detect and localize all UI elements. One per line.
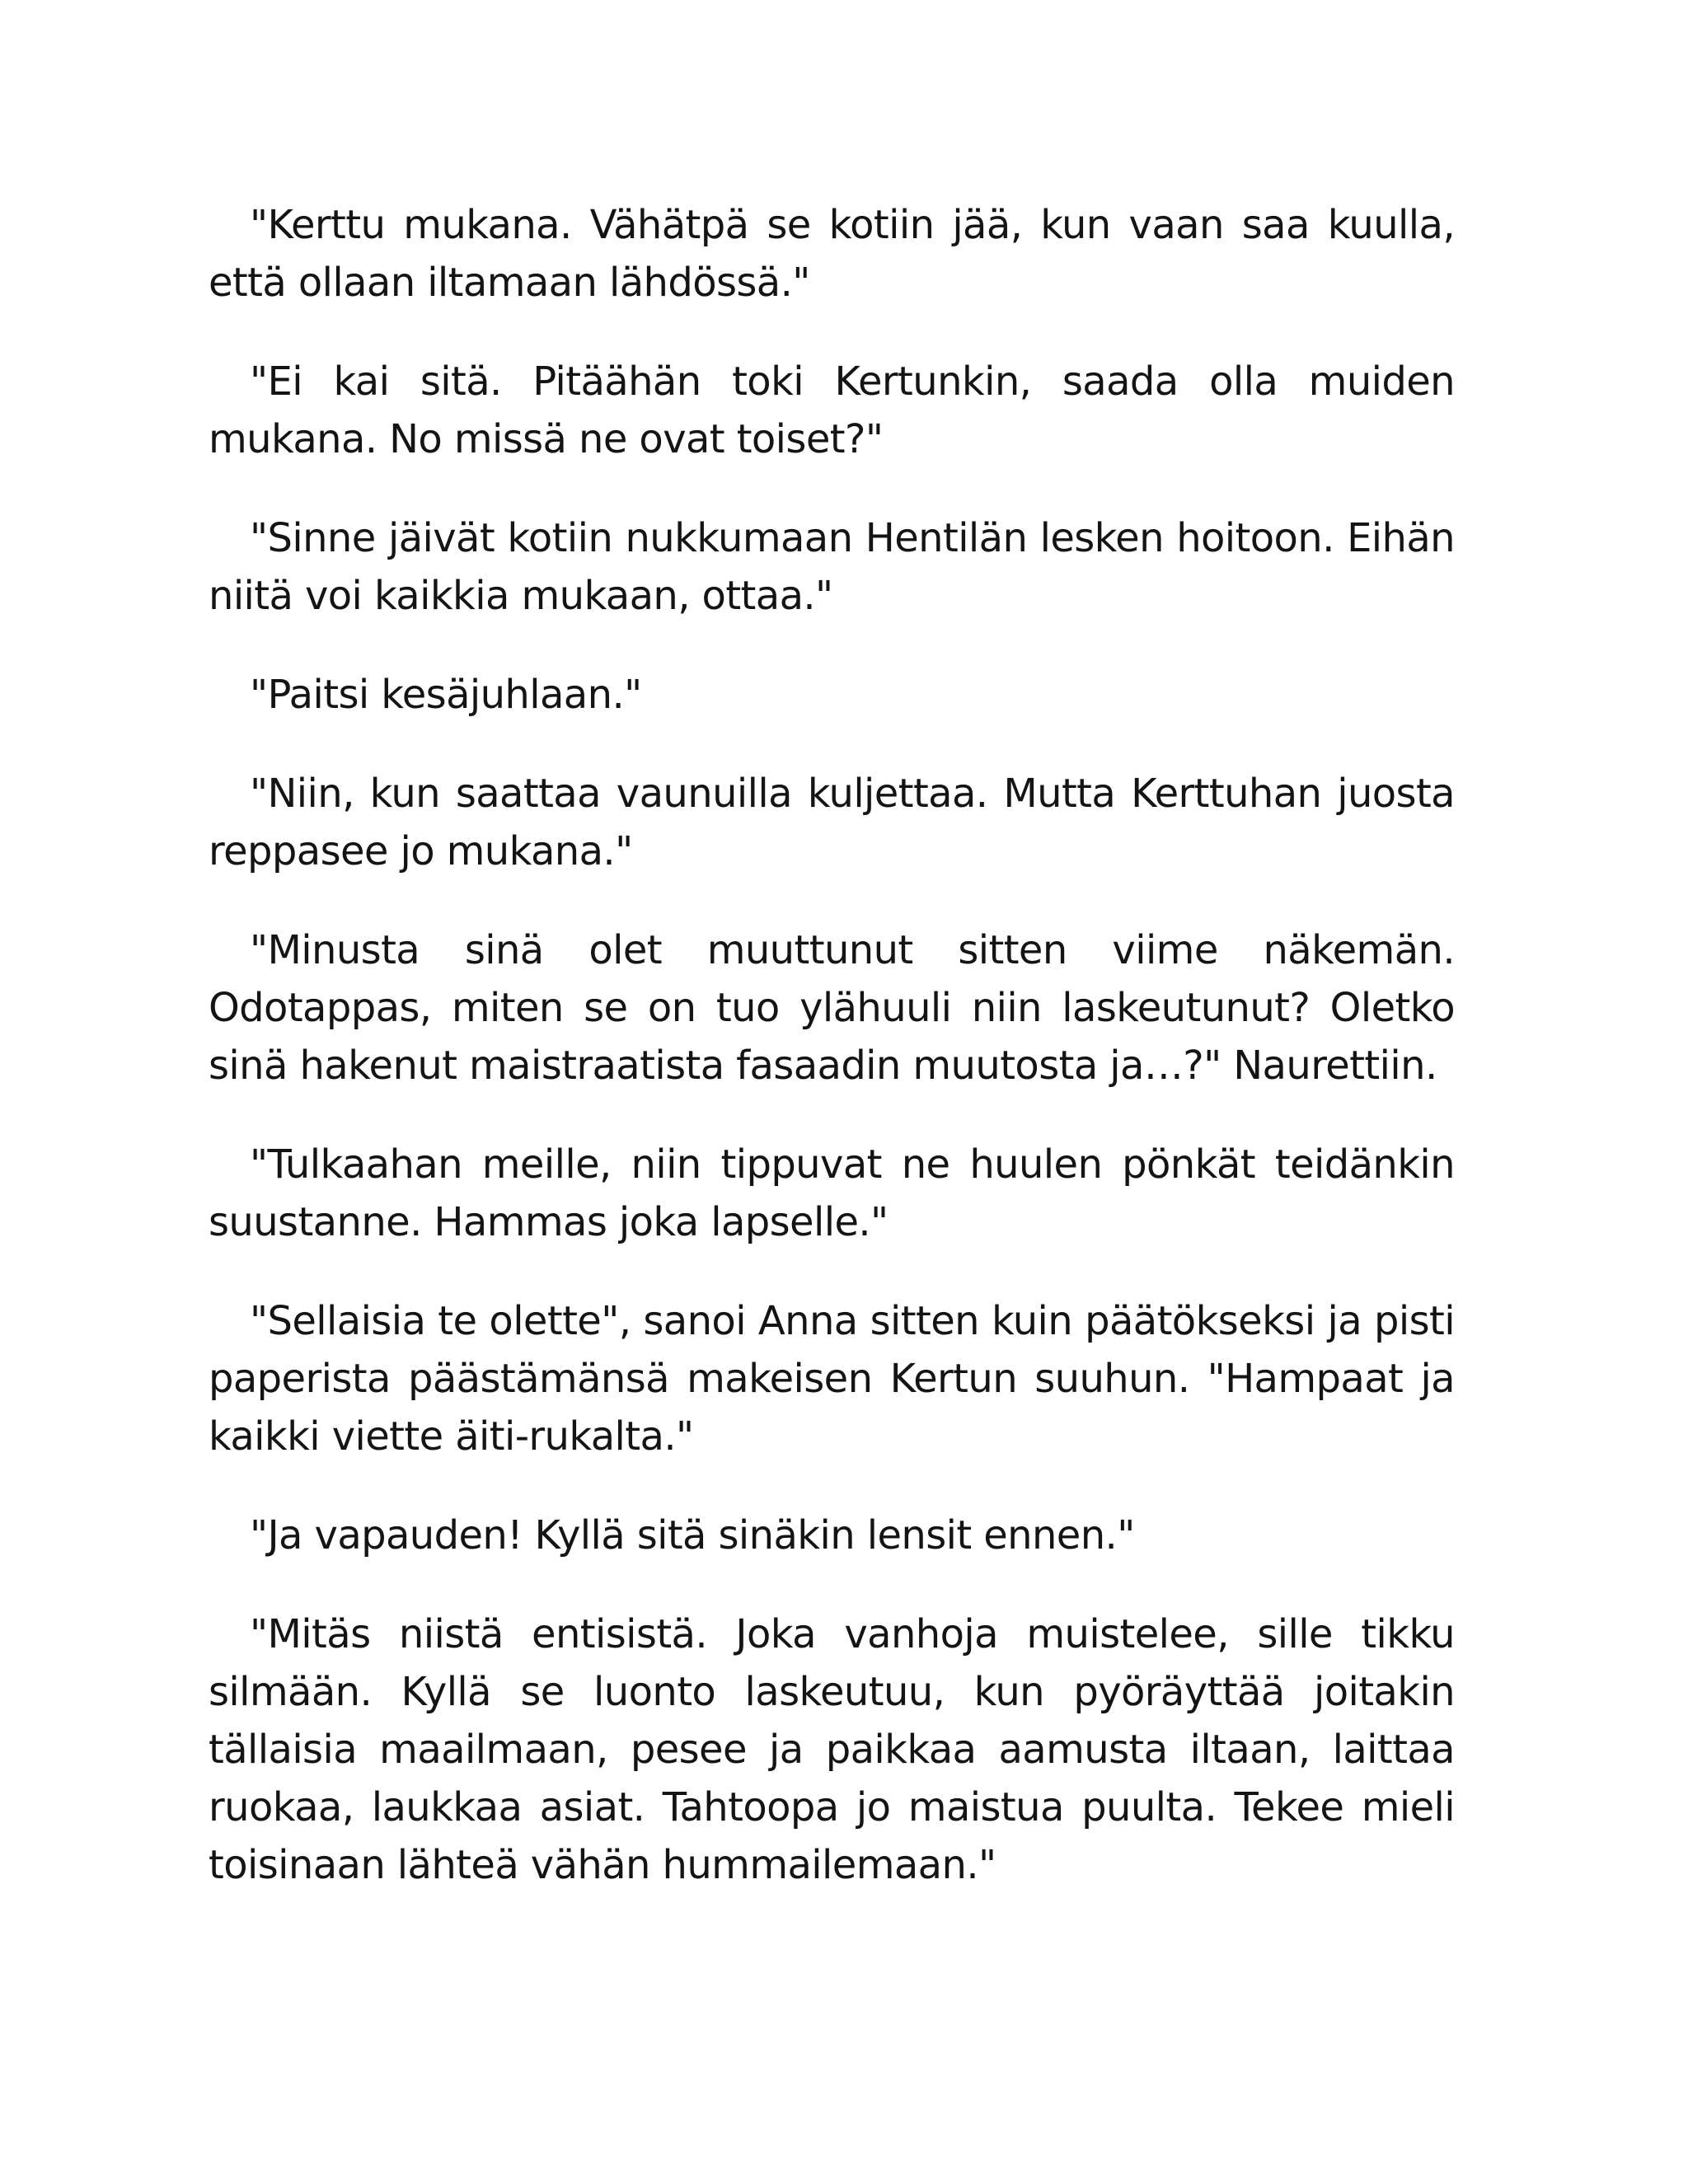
paragraph: "Ei kai sitä. Pitäähän toki Kertunkin, saada olla muiden mukana. No missä ne ovat toiset?" [209,359,1455,462]
paragraph: "Sinne jäivät kotiin nukkumaan Hentilän lesken hoitoon. Eihän niitä voi kaikkia mukaan, ottaa." [209,515,1455,619]
paragraph: "Kerttu mukana. Vähätpä se kotiin jää, kun vaan saa kuulla, että ollaan iltamaan lähdössä." [209,202,1455,306]
paragraph: "Paitsi kesäjuhlaan." [250,672,642,718]
paragraph: "Mitäs niistä entisistä. Joka vanhoja muistelee, sille tikku silmään. Kyllä se luonto laskeutuu, kun pyöräyttää joitakin tällaisia maailmaan, pesee ja paikkaa aamusta iltaan, laittaa ruokaa, laukkaa asiat. Tahtoopa jo maistua puulta. Tekee mieli toisinaan lähteä vähän hummailemaan." [209,1611,1455,1888]
document-page [209,196,1455,1935]
paragraph: "Minusta sinä olet muuttunut sitten viime näkemän. Odotappas, miten se on tuo ylähuuli niin laskeutunut? Oletko sinä hakenut maistraatista fasaadin muutosta ja…?" Naurettiin. [209,927,1455,1089]
paragraph: "Sellaisia te olette", sanoi Anna sitten kuin päätökseksi ja pisti paperista päästämänsä makeisen Kertun suuhun. "Hampaat ja kaikki viette äiti-rukalta." [209,1298,1455,1460]
paragraph: "Tulkaahan meille, niin tippuvat ne huulen pönkät teidänkin suustanne. Hammas joka lapselle." [209,1141,1455,1245]
paragraph: "Ja vapauden! Kyllä sitä sinäkin lensit ennen." [250,1512,1135,1558]
paragraph: "Niin, kun saattaa vaunuilla kuljettaa. Mutta Kerttuhan juosta reppasee jo mukana." [209,771,1455,874]
